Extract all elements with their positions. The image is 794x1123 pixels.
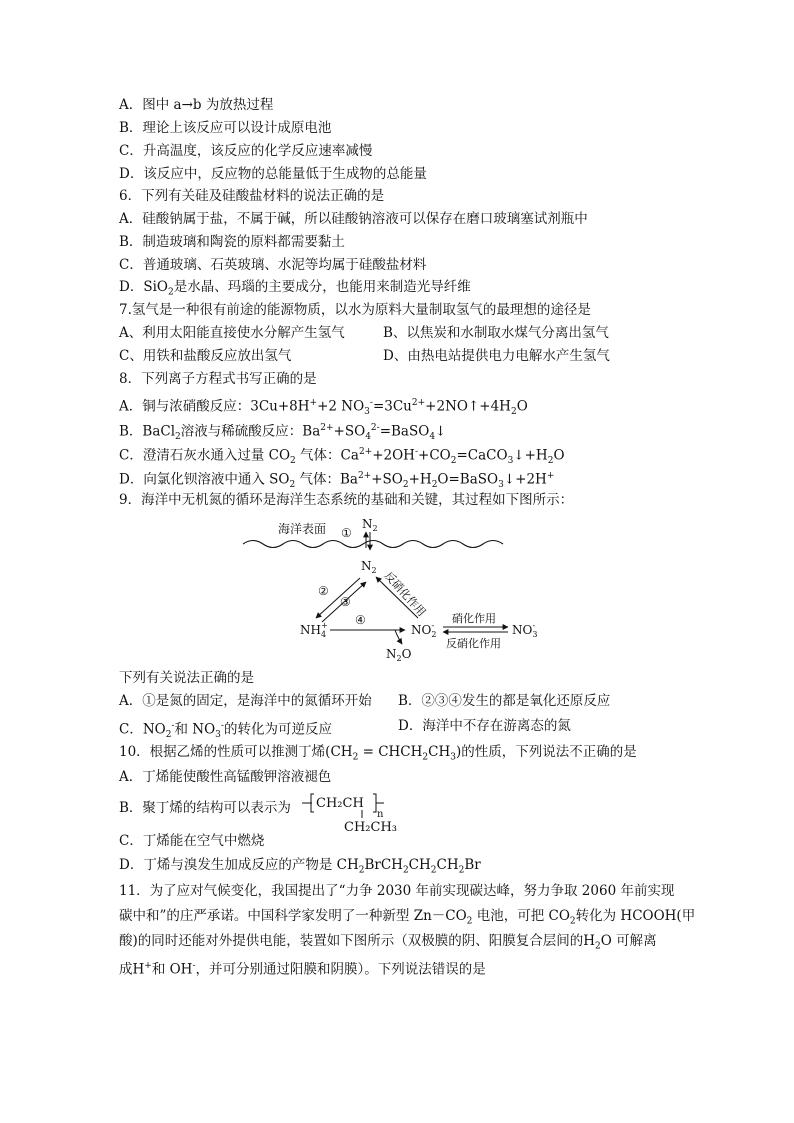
q10-option-c: C．丁烯能在空气中燃烧 (119, 833, 265, 849)
q10-stem: 10．根据乙烯的性质可以推测丁烯($CH_2$ = $CHCH_2CH_3$)的性质，下列说法不正确的是 (119, 744, 637, 763)
sea-surface-label: 海洋表面 (278, 522, 327, 536)
step-4-label: ④ (355, 613, 366, 627)
polymer-main-chain: CH₂CH (316, 796, 364, 811)
q10-option-a: A．丁烯能使酸性高锰酸钾溶液褪色 (119, 769, 332, 785)
denitrification-label: 反硝化作用 (446, 637, 501, 650)
q5-option-c: C．升高温度，该反应的化学反应速率减慢 (119, 143, 373, 159)
polymer-branch: CH₂CH₃ (344, 820, 397, 834)
arrow-to-n2o (395, 630, 402, 644)
q8-option-b: B．BaCl$_2$溶液与稀硫酸反应：$Ba^{2+}+SO_4^{2-}=BaSO_4↓$ (119, 423, 447, 443)
no3-label: $NO_3-$ (512, 621, 538, 639)
q6-option-a: A．硅酸钠属于盐，不属于碱，所以硅酸钠溶液可以保存在磨口玻璃塞试剂瓶中 (119, 211, 588, 227)
n2-top-label: $N_2$ (362, 517, 378, 533)
q9-option-b: B．②③④发生的都是氧化还原反应 (398, 693, 611, 709)
nitrification-label: 硝化作用 (452, 612, 496, 625)
q5-option-a: A．图中 a→b 为放热过程 (119, 97, 274, 113)
q7-stem: 7.氢气是一种很有前途的能源物质，以水为原料大量制取氢气的最理想的途径是 (119, 302, 591, 318)
q9-question: 下列有关说法正确的是 (119, 670, 254, 686)
bracket-left (311, 794, 314, 812)
q8-option-d: D．向氯化钡溶液中通入 $SO_2$ 气体：$Ba^{2+}+SO_2+H_2O=BaSO_3↓+2H^+$ (119, 471, 555, 491)
sea-surface-wave (243, 541, 503, 548)
q7-option-a: A、利用太阳能直接使水分解产生氢气 (119, 325, 345, 341)
q5-option-d: D．该反应中，反应物的总能量低于生成物的总能量 (119, 166, 427, 182)
q10-option-d: D．丁烯与溴发生加成反应的产物是 $CH_2BrCH_2CH_2CH_2Br$ (119, 857, 481, 876)
q6-option-c: C．普通玻璃、石英玻璃、水泥等均属于硅酸盐材料 (119, 257, 427, 273)
q11-line-2: 碳中和”的庄严承诺。中国科学家发明了一种新型 $Zn-CO_2$ 电池，可把 $CO_2$转化为 HCOOH(甲 (119, 908, 696, 927)
q6-d-sub: 2 (167, 287, 174, 298)
bracket-right (373, 794, 376, 812)
q7-option-c: C、用铁和盐酸反应放出氢气 (119, 348, 292, 364)
nitrogen-cycle-diagram (0, 510, 794, 670)
nh4-label: $NH_4+$ (300, 621, 328, 639)
q11-line-1: 11．为了应对气候变化，我国提出了“力争 2030 年前实现碳达峰，努力争取 2060 年前实现 (119, 883, 675, 899)
q9-option-a: A．①是氮的固定，是海洋中的氮循环开始 (119, 693, 372, 709)
q8-option-a: A．铜与浓硝酸反应：3Cu+8H++2 $NO_3^-=3Cu^{2+}+2NO↑+4H_2O$ (119, 398, 528, 418)
q7-option-d: D、由热电站提供电力电解水产生氢气 (383, 348, 610, 364)
q7-option-b: B、以焦炭和水制取水煤气分离出氢气 (383, 325, 609, 341)
q8-option-c: C．澄清石灰水通入过量 $CO_2$ 气体：$Ca^{2+}+2OH^-+CO_2=CaCO_3↓+H_2O$ (119, 447, 565, 467)
q9-option-c: C．$NO_2^-$和 $NO_3^-$的转化为可逆反应 (119, 721, 332, 741)
q6-d-post: 是水晶、玛瑙的主要成分，也能用来制造光导纤维 (173, 279, 471, 295)
denitrification-diag-label: 反硝化作用 (381, 569, 429, 619)
q6-option-b: B．制造玻璃和陶瓷的原料都需要黏土 (119, 234, 345, 250)
q6-d-pre: D．SiO (119, 279, 168, 295)
polymer-n: n (377, 809, 384, 820)
q5-option-b: B．理论上该反应可以设计成原电池 (119, 120, 332, 136)
q11-line-3: 酸)的同时还能对外提供电能，装置如下图所示（双极膜的阴、阳膜复合层间的$H_2O$ 可解离 (119, 933, 657, 952)
q9-option-d: D．海洋中不存在游离态的氮 (398, 718, 571, 734)
q6-stem: 6．下列有关硅及硅酸盐材料的说法正确的是 (119, 188, 385, 204)
q11-line-4: 成H+和 OH-，并可分别通过阳膜和阴膜）。下列说法错误的是 (119, 961, 486, 978)
n2o-label: $N_2O$ (386, 647, 412, 663)
q9-stem: 9．海洋中无机氮的循环是海洋生态系统的基础和关键，其过程如下图所示： (119, 492, 574, 508)
q8-stem: 8．下列离子方程式书写正确的是 (119, 371, 317, 387)
no2-label: $NO_2-$ (411, 621, 437, 639)
q6-option-d (119, 277, 471, 303)
step-2-label: ② (318, 584, 329, 598)
q10-option-b: B．聚丁烯的结构可以表示为 (119, 800, 291, 816)
n2-sea-label: $N_2$ (361, 559, 377, 575)
step-1-label: ① (341, 526, 352, 540)
step-3-label: ③ (340, 595, 351, 609)
polybutene-structure (300, 790, 420, 834)
